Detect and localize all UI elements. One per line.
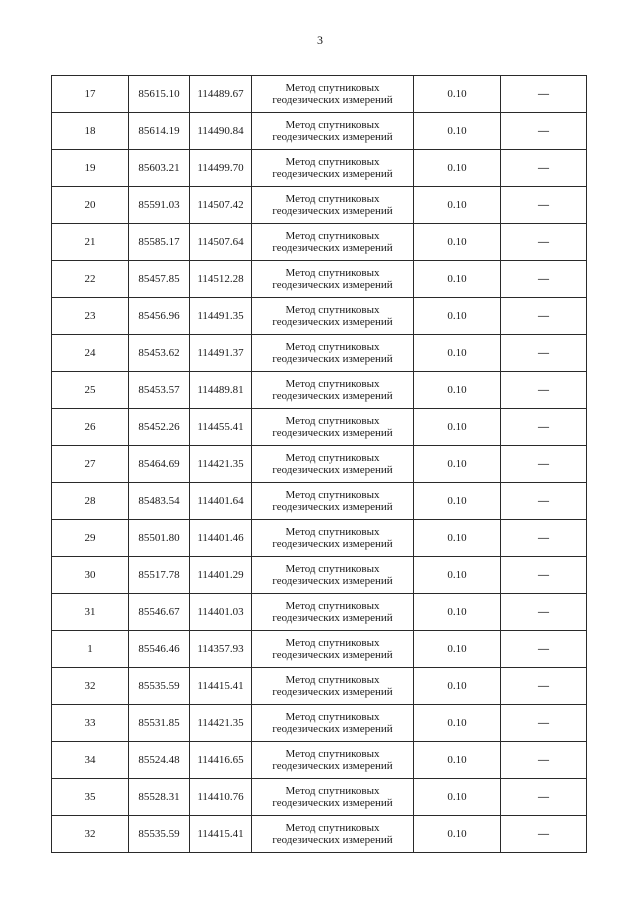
- note-cell: —: [501, 446, 587, 483]
- note-cell: —: [501, 668, 587, 705]
- method-cell: [252, 224, 414, 261]
- y-coordinate-cell: 114410.76: [190, 779, 252, 816]
- x-coordinate-cell: 85531.85: [129, 705, 190, 742]
- method-line-1: Метод спутниковых: [285, 600, 380, 612]
- method-cell: [252, 76, 414, 113]
- y-coordinate-cell: 114421.35: [190, 446, 252, 483]
- table-row: [52, 668, 587, 705]
- accuracy-cell: 0.10: [414, 335, 501, 372]
- x-coordinate-cell: 85452.26: [129, 409, 190, 446]
- point-number-cell: 24: [52, 335, 129, 372]
- y-coordinate-cell: 114491.35: [190, 298, 252, 335]
- note-cell: —: [501, 335, 587, 372]
- table-row: [52, 483, 587, 520]
- note-cell: —: [501, 779, 587, 816]
- note-cell: —: [501, 261, 587, 298]
- method-cell: [252, 779, 414, 816]
- point-number-cell: 26: [52, 409, 129, 446]
- note-cell: —: [501, 631, 587, 668]
- point-number-cell: 27: [52, 446, 129, 483]
- point-number-cell: 23: [52, 298, 129, 335]
- accuracy-cell: 0.10: [414, 594, 501, 631]
- y-coordinate-cell: 114507.42: [190, 187, 252, 224]
- y-coordinate-cell: 114401.03: [190, 594, 252, 631]
- point-number-cell: 25: [52, 372, 129, 409]
- method-line-1: Метод спутниковых: [285, 563, 380, 575]
- point-number-cell: 22: [52, 261, 129, 298]
- table-row: [52, 594, 587, 631]
- x-coordinate-cell: 85464.69: [129, 446, 190, 483]
- point-number-cell: 33: [52, 705, 129, 742]
- point-number-cell: 17: [52, 76, 129, 113]
- accuracy-cell: 0.10: [414, 668, 501, 705]
- method-line-2: геодезических измерений: [272, 723, 393, 735]
- y-coordinate-cell: 114491.37: [190, 335, 252, 372]
- note-cell: —: [501, 187, 587, 224]
- accuracy-cell: 0.10: [414, 409, 501, 446]
- y-coordinate-cell: 114489.67: [190, 76, 252, 113]
- method-cell: [252, 187, 414, 224]
- table-row: [52, 298, 587, 335]
- table-row: [52, 779, 587, 816]
- accuracy-cell: 0.10: [414, 187, 501, 224]
- method-cell: [252, 816, 414, 853]
- method-cell: [252, 742, 414, 779]
- note-cell: —: [501, 224, 587, 261]
- note-cell: —: [501, 594, 587, 631]
- x-coordinate-cell: 85457.85: [129, 261, 190, 298]
- method-line-2: геодезических измерений: [272, 316, 393, 328]
- method-line-1: Метод спутниковых: [285, 304, 380, 316]
- accuracy-cell: 0.10: [414, 483, 501, 520]
- method-line-2: геодезических измерений: [272, 612, 393, 624]
- note-cell: —: [501, 113, 587, 150]
- method-line-1: Метод спутниковых: [285, 674, 380, 686]
- method-line-2: геодезических измерений: [272, 205, 393, 217]
- x-coordinate-cell: 85456.96: [129, 298, 190, 335]
- method-line-2: геодезических измерений: [272, 131, 393, 143]
- method-line-1: Метод спутниковых: [285, 489, 380, 501]
- note-cell: —: [501, 76, 587, 113]
- table-row: [52, 335, 587, 372]
- method-cell: [252, 446, 414, 483]
- x-coordinate-cell: 85517.78: [129, 557, 190, 594]
- y-coordinate-cell: 114455.41: [190, 409, 252, 446]
- method-line-1: Метод спутниковых: [285, 526, 380, 538]
- method-cell: [252, 705, 414, 742]
- method-cell: [252, 150, 414, 187]
- method-cell: [252, 483, 414, 520]
- accuracy-cell: 0.10: [414, 298, 501, 335]
- method-line-2: геодезических измерений: [272, 242, 393, 254]
- method-cell: [252, 298, 414, 335]
- point-number-cell: 21: [52, 224, 129, 261]
- note-cell: —: [501, 298, 587, 335]
- accuracy-cell: 0.10: [414, 372, 501, 409]
- method-line-1: Метод спутниковых: [285, 378, 380, 390]
- method-cell: [252, 631, 414, 668]
- method-line-2: геодезических измерений: [272, 279, 393, 291]
- x-coordinate-cell: 85524.48: [129, 742, 190, 779]
- point-number-cell: 19: [52, 150, 129, 187]
- note-cell: —: [501, 816, 587, 853]
- point-number-cell: 18: [52, 113, 129, 150]
- accuracy-cell: 0.10: [414, 705, 501, 742]
- y-coordinate-cell: 114357.93: [190, 631, 252, 668]
- method-cell: [252, 261, 414, 298]
- method-line-2: геодезических измерений: [272, 649, 393, 661]
- y-coordinate-cell: 114490.84: [190, 113, 252, 150]
- point-number-cell: 31: [52, 594, 129, 631]
- page-number: 3: [317, 33, 323, 47]
- method-cell: [252, 113, 414, 150]
- y-coordinate-cell: 114512.28: [190, 261, 252, 298]
- note-cell: —: [501, 520, 587, 557]
- accuracy-cell: 0.10: [414, 520, 501, 557]
- method-cell: [252, 520, 414, 557]
- x-coordinate-cell: 85591.03: [129, 187, 190, 224]
- accuracy-cell: 0.10: [414, 779, 501, 816]
- x-coordinate-cell: 85585.17: [129, 224, 190, 261]
- table-row: [52, 631, 587, 668]
- method-line-1: Метод спутниковых: [285, 452, 380, 464]
- x-coordinate-cell: 85453.62: [129, 335, 190, 372]
- x-coordinate-cell: 85453.57: [129, 372, 190, 409]
- method-line-1: Метод спутниковых: [285, 748, 380, 760]
- y-coordinate-cell: 114401.46: [190, 520, 252, 557]
- method-line-2: геодезических измерений: [272, 797, 393, 809]
- method-cell: [252, 557, 414, 594]
- method-line-2: геодезических измерений: [272, 464, 393, 476]
- method-line-2: геодезических измерений: [272, 834, 393, 846]
- method-line-2: геодезических измерений: [272, 760, 393, 772]
- table-row: [52, 557, 587, 594]
- accuracy-cell: 0.10: [414, 113, 501, 150]
- point-number-cell: 20: [52, 187, 129, 224]
- accuracy-cell: 0.10: [414, 446, 501, 483]
- x-coordinate-cell: 85546.46: [129, 631, 190, 668]
- method-cell: [252, 409, 414, 446]
- method-line-2: геодезических измерений: [272, 538, 393, 550]
- note-cell: —: [501, 557, 587, 594]
- method-line-2: геодезических измерений: [272, 686, 393, 698]
- method-line-1: Метод спутниковых: [285, 230, 380, 242]
- method-cell: [252, 594, 414, 631]
- method-cell: [252, 372, 414, 409]
- table-row: [52, 816, 587, 853]
- accuracy-cell: 0.10: [414, 742, 501, 779]
- method-line-2: геодезических измерений: [272, 168, 393, 180]
- method-line-1: Метод спутниковых: [285, 267, 380, 279]
- note-cell: —: [501, 409, 587, 446]
- method-line-2: геодезических измерений: [272, 575, 393, 587]
- accuracy-cell: 0.10: [414, 224, 501, 261]
- accuracy-cell: 0.10: [414, 261, 501, 298]
- point-number-cell: 32: [52, 816, 129, 853]
- y-coordinate-cell: 114421.35: [190, 705, 252, 742]
- point-number-cell: 1: [52, 631, 129, 668]
- method-line-1: Метод спутниковых: [285, 785, 380, 797]
- table-row: [52, 520, 587, 557]
- note-cell: —: [501, 150, 587, 187]
- method-cell: [252, 335, 414, 372]
- method-line-2: геодезических измерений: [272, 390, 393, 402]
- method-line-1: Метод спутниковых: [285, 193, 380, 205]
- method-line-2: геодезических измерений: [272, 353, 393, 365]
- method-line-1: Метод спутниковых: [285, 341, 380, 353]
- accuracy-cell: 0.10: [414, 631, 501, 668]
- note-cell: —: [501, 372, 587, 409]
- table-row: [52, 224, 587, 261]
- table-row: [52, 187, 587, 224]
- y-coordinate-cell: 114401.64: [190, 483, 252, 520]
- point-number-cell: 29: [52, 520, 129, 557]
- y-coordinate-cell: 114507.64: [190, 224, 252, 261]
- table-row: [52, 76, 587, 113]
- x-coordinate-cell: 85615.10: [129, 76, 190, 113]
- table-row: [52, 261, 587, 298]
- method-line-1: Метод спутниковых: [285, 156, 380, 168]
- x-coordinate-cell: 85603.21: [129, 150, 190, 187]
- method-line-2: геодезических измерений: [272, 94, 393, 106]
- coordinates-table-body: [52, 76, 587, 853]
- y-coordinate-cell: 114499.70: [190, 150, 252, 187]
- note-cell: —: [501, 742, 587, 779]
- y-coordinate-cell: 114489.81: [190, 372, 252, 409]
- method-line-1: Метод спутниковых: [285, 119, 380, 131]
- y-coordinate-cell: 114415.41: [190, 668, 252, 705]
- accuracy-cell: 0.10: [414, 150, 501, 187]
- accuracy-cell: 0.10: [414, 816, 501, 853]
- method-cell: [252, 668, 414, 705]
- table-row: [52, 705, 587, 742]
- method-line-1: Метод спутниковых: [285, 822, 380, 834]
- method-line-1: Метод спутниковых: [285, 637, 380, 649]
- x-coordinate-cell: 85501.80: [129, 520, 190, 557]
- x-coordinate-cell: 85535.59: [129, 668, 190, 705]
- accuracy-cell: 0.10: [414, 76, 501, 113]
- method-line-1: Метод спутниковых: [285, 82, 380, 94]
- x-coordinate-cell: 85535.59: [129, 816, 190, 853]
- table-row: [52, 409, 587, 446]
- note-cell: —: [501, 705, 587, 742]
- table-row: [52, 742, 587, 779]
- point-number-cell: 34: [52, 742, 129, 779]
- point-number-cell: 32: [52, 668, 129, 705]
- accuracy-cell: 0.10: [414, 557, 501, 594]
- x-coordinate-cell: 85614.19: [129, 113, 190, 150]
- table-row: [52, 150, 587, 187]
- x-coordinate-cell: 85528.31: [129, 779, 190, 816]
- note-cell: —: [501, 483, 587, 520]
- x-coordinate-cell: 85483.54: [129, 483, 190, 520]
- y-coordinate-cell: 114415.41: [190, 816, 252, 853]
- coordinates-table: [51, 75, 587, 853]
- table-row: [52, 372, 587, 409]
- y-coordinate-cell: 114401.29: [190, 557, 252, 594]
- y-coordinate-cell: 114416.65: [190, 742, 252, 779]
- x-coordinate-cell: 85546.67: [129, 594, 190, 631]
- point-number-cell: 30: [52, 557, 129, 594]
- point-number-cell: 35: [52, 779, 129, 816]
- method-line-1: Метод спутниковых: [285, 415, 380, 427]
- table-row: [52, 446, 587, 483]
- table-row: [52, 113, 587, 150]
- method-line-2: геодезических измерений: [272, 501, 393, 513]
- method-line-1: Метод спутниковых: [285, 711, 380, 723]
- method-line-2: геодезических измерений: [272, 427, 393, 439]
- point-number-cell: 28: [52, 483, 129, 520]
